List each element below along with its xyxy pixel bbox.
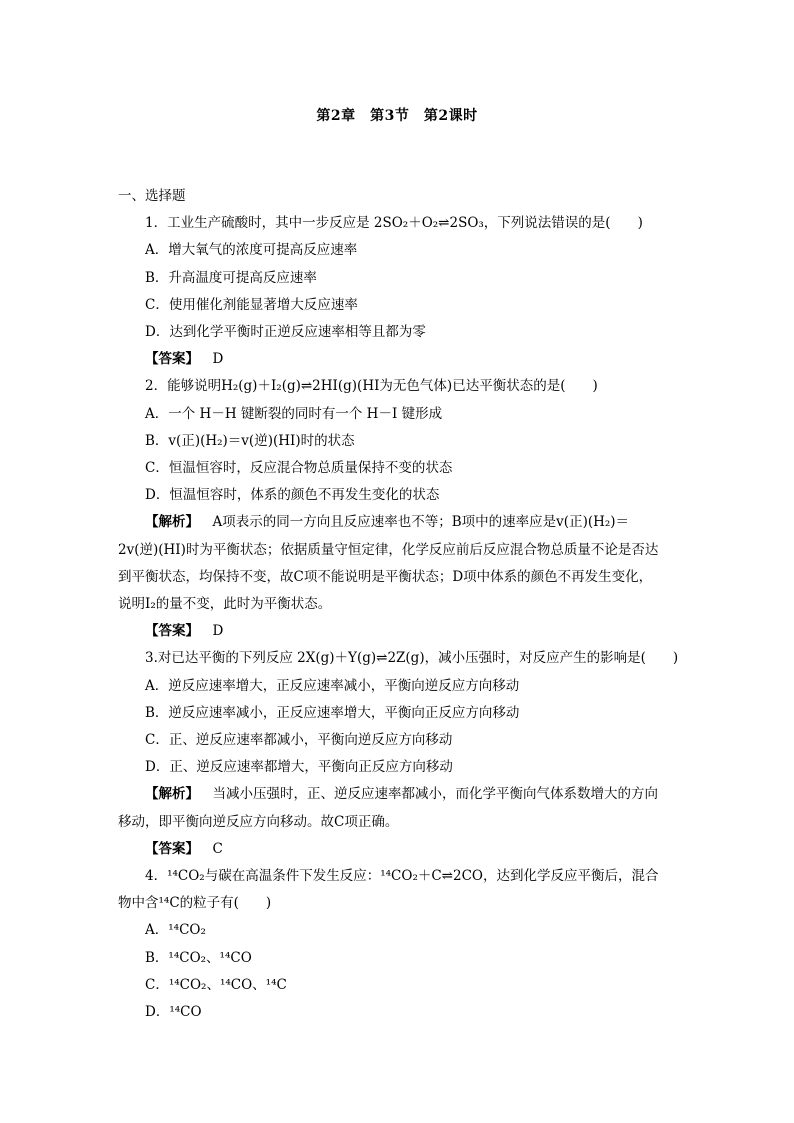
analysis-tag: 【解析】 — [145, 786, 199, 803]
answer-value: D — [212, 623, 224, 640]
answer-tag: 【答案】 — [145, 840, 199, 857]
question-1-stem: 1．工业生产硫酸时，其中一步反应是 2SO₂＋O₂⇌2SO₃，下列说法错误的是( ) — [145, 215, 643, 232]
question-3-analysis-line-2: 移动，即平衡向逆反应方向移动。故C项正确。 — [118, 813, 399, 830]
question-2-option-b: B．v(正)(H₂)＝v(逆)(HI)时的状态 — [145, 432, 355, 449]
question-2-analysis-line-4: 说明I₂的量不变，此时为平衡状态。 — [118, 596, 332, 613]
question-2-analysis-line-3: 到平衡状态，均保持不变，故C项不能说明是平衡状态；D项中体系的颜色不再发生变化， — [118, 568, 653, 585]
question-3-option-d: D．正、逆反应速率都增大，平衡向正反应方向移动 — [145, 759, 453, 776]
question-2-analysis-line-1 — [118, 509, 678, 536]
question-1-option-d: D．达到化学平衡时正逆反应速率相等且都为零 — [145, 324, 426, 341]
question-3-analysis-line-1 — [118, 781, 678, 808]
answer-value: C — [212, 840, 223, 857]
question-3-option-b: B．逆反应速率减小，正反应速率增大，平衡向正反应方向移动 — [145, 704, 520, 721]
question-4-option-d: D．¹⁴CO — [145, 1004, 202, 1021]
exercise-content — [118, 183, 678, 1026]
question-1-option-a: A．增大氧气的浓度可提高反应速率 — [145, 242, 358, 259]
analysis-tag: 【解析】 — [145, 514, 199, 531]
section-label: 一、选择题 — [118, 188, 186, 204]
question-2-option-c: C．恒温恒容时，反应混合物总质量保持不变的状态 — [145, 460, 453, 477]
question-3-answer — [118, 836, 678, 863]
question-4-stem-line-1: 4．¹⁴CO₂与碳在高温条件下发生反应：¹⁴CO₂＋C⇌2CO，达到化学反应平衡后，混合 — [145, 868, 659, 885]
question-4-option-b: B．¹⁴CO₂、¹⁴CO — [145, 949, 252, 966]
question-4-option-a: A．¹⁴CO₂ — [145, 922, 206, 939]
answer-value: D — [212, 351, 224, 368]
analysis-text: 当减小压强时，正、逆反应速率都减小，而化学平衡向气体系数增大的方向 — [212, 786, 658, 803]
question-1-option-c: C．使用催化剂能显著增大反应速率 — [145, 296, 358, 313]
answer-tag: 【答案】 — [145, 351, 199, 368]
question-2-stem: 2．能够说明H₂(g)＋I₂(g)⇌2HI(g)(HI为无色气体)已达平衡状态的是( ) — [145, 378, 598, 395]
question-2-option-d: D．恒温恒容时，体系的颜色不再发生变化的状态 — [145, 487, 440, 504]
question-4-stem-line-2: 物中含¹⁴C的粒子有( ) — [118, 895, 272, 912]
question-3-stem: 3.对已达平衡的下列反应 2X(g)＋Y(g)⇌2Z(g)，减小压强时，对反应产生的影响是( ) — [145, 650, 679, 667]
page-title: 第2章 第3节 第2课时 — [316, 108, 478, 124]
answer-tag: 【答案】 — [145, 623, 199, 640]
question-2-answer — [118, 618, 678, 645]
question-2-option-a: A．一个 H－H 键断裂的同时有一个 H－I 键形成 — [145, 405, 443, 422]
question-2-analysis-line-2: 2v(逆)(HI)时为平衡状态；依据质量守恒定律，化学反应前后反应混合物总质量不论是否达 — [118, 541, 659, 558]
question-3-option-a: A．逆反应速率增大，正反应速率减小，平衡向逆反应方向移动 — [145, 677, 520, 694]
question-4-option-c: C．¹⁴CO₂、¹⁴CO、¹⁴C — [145, 976, 287, 993]
question-3-option-c: C．正、逆反应速率都减小，平衡向逆反应方向移动 — [145, 732, 453, 749]
question-1-answer — [118, 346, 678, 373]
analysis-text: A项表示的同一方向且反应速率也不等；B项中的速率应是v(正)(H₂)＝ — [212, 514, 630, 531]
question-1-option-b: B．升高温度可提高反应速率 — [145, 269, 317, 286]
